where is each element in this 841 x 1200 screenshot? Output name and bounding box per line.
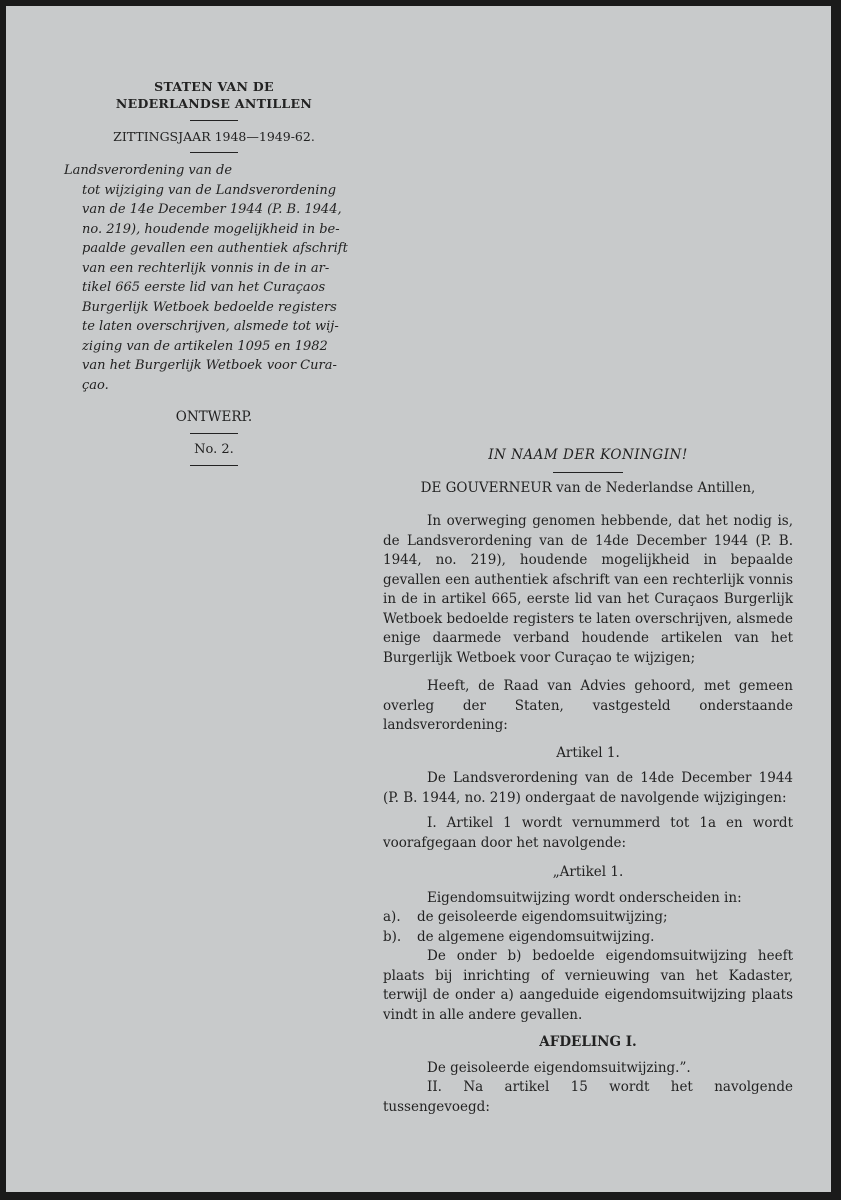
list-item (383, 908, 793, 928)
divider (553, 472, 623, 473)
article-1-heading: Artikel 1. (556, 744, 620, 761)
title-line: Landsverordening van de (64, 163, 233, 178)
draft-label: ONTWERP. (175, 409, 253, 425)
right-column (383, 446, 793, 1117)
list-item-text: de geisoleerde eigendomsuitwijzing; (417, 909, 668, 925)
quoted-article-heading: „Artikel 1. (552, 864, 624, 880)
title-line: no. 219), houdende mogelijkheid in be- (82, 221, 340, 237)
list-item-label: b). (383, 928, 402, 945)
title-line: van de 14e December 1944 (P. B. 1944, (82, 202, 342, 217)
title-line: van een rechterlijk vonnis in de in ar- (82, 260, 330, 276)
list-item-label: a). (383, 909, 401, 925)
list-item-text: de algemene eigendomsuitwijzing. (417, 928, 655, 945)
change-1-text: I. Artikel 1 wordt vernummerd tot 1a en wordt voorafgegaan door het navolgende: (383, 815, 793, 851)
title-line: tikel 665 eerste lid van het Curaçaos (82, 280, 326, 295)
change-2-text: II. Na artikel 15 wordt het navolgende tussengevoegd: (383, 1079, 793, 1115)
title-line: paalde gevallen een authentiek afschrift (82, 241, 348, 256)
divider (190, 152, 238, 153)
ownership-intro: Eigendomsuitwijzing wordt onderscheiden in: (427, 889, 742, 906)
title-line: van het Burgerlijk Wetboek voor Cura- (82, 358, 337, 373)
ownership-list (383, 908, 793, 947)
title-line: te laten overschrijven, alsmede tot wij- (82, 319, 339, 334)
header-line-2: NEDERLANDSE ANTILLEN (115, 96, 313, 111)
title-line: Burgerlijk Wetboek bedoelde registers (82, 299, 337, 315)
document-number: No. 2. (194, 442, 234, 457)
divider (190, 465, 238, 466)
divider (190, 433, 238, 434)
article-1-text: De Landsverordening van de 14de December 1944 (P. B. 1944, no. 219) ondergaat de navolgende wijzigingen: (383, 770, 793, 806)
left-column (64, 78, 364, 474)
section-text: De geisoleerde eigendomsuitwijzing.”. (427, 1059, 691, 1076)
title-line: çao. (82, 377, 109, 393)
consideration-paragraph: In overweging genomen hebbende, dat het nodig is, de Landsverordening van de 14de December 1944 (P. B. 1944, no. 219), houdende mogelijkheid in bepaalde gevallen een authentiek afschrift van een rechterlijk vonnis in de in artikel 665, eerste lid van het Curaçaos Burgerlijk Wetboek bedoelde registers te laten overschrijven, alsmede enige daarmede verband houdende artikelen van het Burgerlijk Wetboek voor Curaçao te wijzigen; (383, 513, 793, 666)
session-year: ZITTINGSJAAR 1948—1949-62. (113, 129, 315, 144)
royal-heading: IN NAAM DER KONINGIN! (488, 447, 688, 463)
advice-paragraph: Heeft, de Raad van Advies gehoord, met gemeen overleg der Staten, vastgesteld onderstaande landsverordening: (383, 678, 793, 733)
divider (190, 120, 238, 121)
document-page (6, 6, 831, 1192)
governor-line: DE GOUVERNEUR van de Nederlandse Antillen, (420, 479, 756, 496)
list-item (383, 928, 793, 948)
title-line: ziging van de artikelen 1095 en 1982 (82, 338, 328, 354)
title-line: tot wijziging van de Landsverordening (82, 182, 337, 198)
header-line-1: STATEN VAN DE (154, 79, 274, 94)
ordinance-title (64, 161, 364, 395)
section-heading: AFDELING I. (539, 1034, 637, 1050)
ownership-detail: De onder b) bedoelde eigendomsuitwijzing heeft plaats bij inrichting of vernieuwing van het Kadaster, terwijl de onder a) aangeduide eigendomsuitwijzing plaats vindt in alle andere gevallen. (383, 948, 793, 1023)
